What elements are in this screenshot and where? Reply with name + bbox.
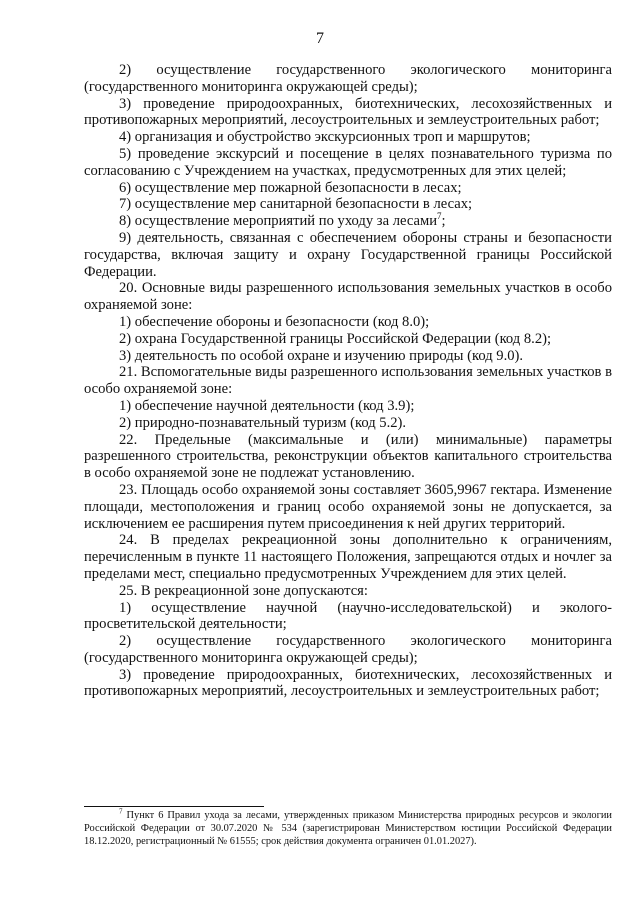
paragraph: 21. Вспомогательные виды разрешенного использования земельных участков в особо охраняемой зоне:: [84, 364, 612, 398]
paragraph: 2) осуществление государственного экологического мониторинга (государственного мониторинга окружающей среды);: [84, 633, 612, 666]
body-text: [84, 62, 612, 700]
footnote-reference[interactable]: 7: [437, 211, 442, 222]
footnote: [84, 807, 612, 848]
paragraph: 3) проведение природоохранных, биотехнических, лесохозяйственных и противопожарных мероприятий, лесоустроительных и землеустроительных работ;: [84, 95, 612, 129]
paragraph: 23. Площадь особо охраняемой зоны составляет 3605,9967 гектара. Изменение площади, местоположения и границ особо охраняемой зоны не допускается, за исключением ее расширения путем присоединения к ней других территорий.: [84, 481, 612, 532]
paragraph: 5) проведение экскурсий и посещение в целях познавательного туризма по согласованию с Учреждением на участках, предусмотренных для этих целей;: [84, 145, 612, 179]
paragraph-end: ;: [441, 213, 446, 230]
paragraph: 3) деятельность по особой охране и изучению природы (код 9.0).: [119, 347, 524, 364]
paragraph: 9) деятельность, связанная с обеспечением обороны страны и безопасности государства, включая защиту и охрану Государственной границы Российской Федерации.: [84, 229, 612, 280]
page-number: 7: [316, 30, 324, 47]
footnote-text: Пункт 6 Правил ухода за лесами, утвержденных приказом Министерства природных ресурсов и экологии Российской Федерации от 30.07.2020 № 534 (зарегистрирован Министерством юстиции Российской Федерации 18.12.2020, регистрационный № 61555; срок действия документа ограничен 01.01.2027).: [84, 810, 612, 847]
paragraph: 25. В рекреационной зоне допускаются:: [119, 582, 368, 599]
paragraph: 22. Предельные (максимальные и (или) минимальные) параметры разрешенного строительства, реконструкции объектов капитального строительства в особо охраняемой зоне не подлежат установлению.: [84, 431, 612, 482]
paragraph-with-footnote: [84, 213, 612, 230]
paragraph-text: 8) осуществление мероприятий по уходу за лесами: [119, 213, 437, 230]
paragraph: 24. В пределах рекреационной зоны дополнительно к ограничениям, перечисленным в пункте 11 настоящего Положения, запрещаются отдых и ночлег за пределами мест, специально предусмотренных Учреждением для этих целей.: [84, 532, 612, 582]
paragraph: 1) обеспечение научной деятельности (код 3.9);: [119, 397, 415, 414]
footnote-separator: [84, 806, 264, 807]
paragraph: 3) проведение природоохранных, биотехнических, лесохозяйственных и противопожарных мероприятий, лесоустроительных и землеустроительных работ;: [84, 666, 612, 700]
paragraph: 6) осуществление мер пожарной безопасности в лесах;: [119, 179, 462, 196]
paragraph: 20. Основные виды разрешенного использования земельных участков в особо охраняемой зоне:: [84, 280, 612, 314]
paragraph: 2) осуществление государственного экологического мониторинга (государственного мониторинга окружающей среды);: [84, 62, 612, 95]
paragraph: 4) организация и обустройство экскурсионных троп и маршрутов;: [119, 129, 531, 146]
paragraph: 2) охрана Государственной границы Российской Федерации (код 8.2);: [119, 330, 552, 347]
paragraph: 7) осуществление мер санитарной безопасности в лесах;: [119, 196, 473, 213]
footnote-marker: 7: [119, 807, 123, 816]
paragraph: 2) природно-познавательный туризм (код 5.2).: [119, 414, 407, 431]
paragraph: 1) обеспечение обороны и безопасности (код 8.0);: [119, 313, 430, 330]
paragraph: 1) осуществление научной (научно-исследовательской) и эколого-просветительской деятельности;: [84, 599, 612, 633]
